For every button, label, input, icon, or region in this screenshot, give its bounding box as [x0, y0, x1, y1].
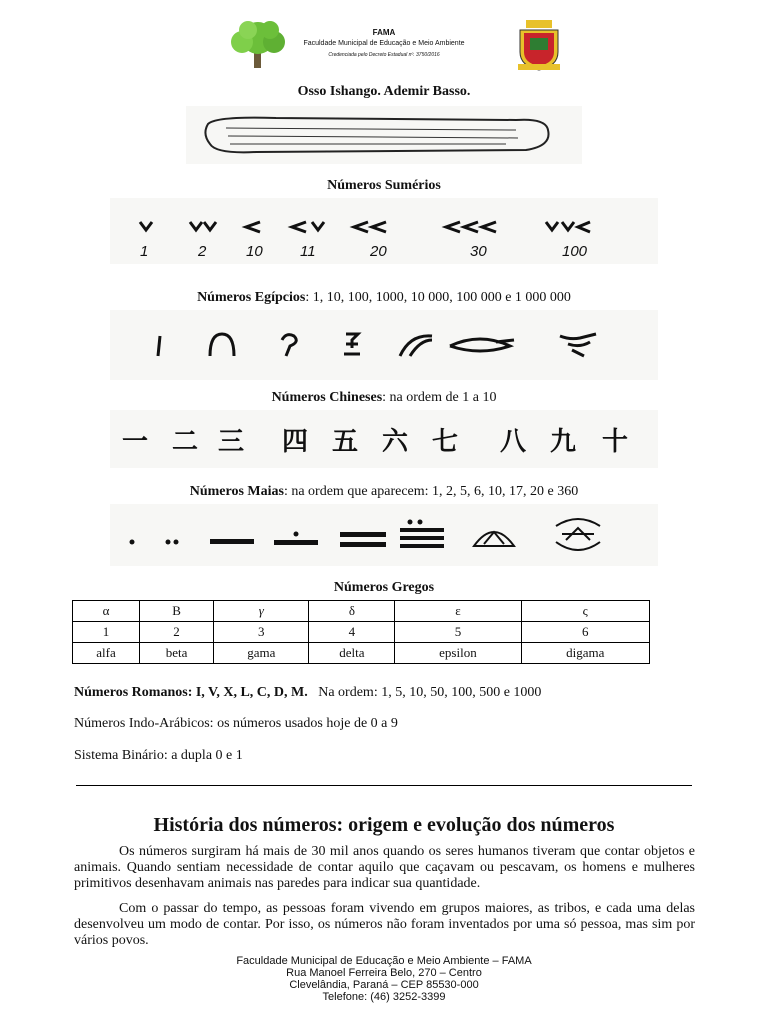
header-title: FAMA	[372, 28, 396, 37]
footer-line-2: Rua Manoel Ferreira Belo, 270 – Centro	[286, 967, 482, 979]
chinese-title: Números Chineses	[271, 390, 383, 405]
sumerian-label: 11	[300, 243, 316, 260]
greek-name: epsilon	[395, 643, 521, 664]
greek-name: delta	[309, 643, 395, 664]
greek-name: beta	[140, 643, 214, 664]
chinese-glyph: 十	[602, 427, 629, 457]
egyptian-title: Números Egípcios	[197, 290, 306, 305]
greek-symbol: δ	[309, 601, 395, 622]
ishango-bone-image	[186, 106, 582, 164]
sumerian-label: 10	[246, 243, 263, 260]
greek-symbol: α	[73, 601, 140, 622]
chinese-glyph: 七	[432, 427, 459, 457]
chinese-glyph: 二	[172, 427, 199, 457]
indo-arabic-line: Números Indo-Arábicos: os números usados hoje de 0 a 9	[74, 716, 398, 731]
header-subtitle: Faculdade Municipal de Educação e Meio Ambiente	[303, 40, 465, 47]
greek-value: 4	[309, 622, 395, 643]
egyptian-text: : 1, 10, 100, 1000, 10 000, 100 000 e 1 000 000	[305, 290, 571, 305]
table-row	[73, 622, 650, 643]
chinese-glyph: 一	[122, 427, 149, 457]
footer-line-1: Faculdade Municipal de Educação e Meio Ambiente – FAMA	[236, 955, 532, 967]
article-paragraph-1: Os números surgiram há mais de 30 mil anos quando os seres humanos tiveram que contar objetos e animais. Quando sentiam necessidade de contar aquilo que caçavam ou pescavam, os homens e mulheres primitivos desenhavam animais nas paredes para indicar sua quantidade.	[74, 844, 695, 891]
greek-value: 5	[395, 622, 521, 643]
chinese-glyph: 九	[550, 427, 577, 457]
chinese-glyph: 三	[218, 427, 245, 457]
greek-numbers-table	[72, 600, 650, 664]
chinese-numbers-image	[110, 410, 658, 468]
mayan-caption	[0, 484, 768, 500]
sumerian-label: 20	[370, 243, 387, 260]
binary-line: Sistema Binário: a dupla 0 e 1	[74, 748, 243, 763]
egyptian-caption	[0, 290, 768, 306]
mayan-numbers-image	[110, 504, 658, 566]
table-row	[73, 601, 650, 622]
footer-line-4: Telefone: (46) 3252-3399	[322, 991, 446, 1003]
roman-order: Na ordem: 1, 5, 10, 50, 100, 500 e 1000	[318, 685, 542, 700]
ishango-title: Osso Ishango. Ademir Basso.	[297, 84, 471, 99]
divider	[76, 785, 692, 786]
greek-symbol: γ	[214, 601, 309, 622]
chinese-glyph: 四	[282, 427, 309, 457]
sumerian-label: 2	[198, 243, 207, 260]
greek-name: gama	[214, 643, 309, 664]
sumerian-label: 30	[470, 243, 487, 260]
greek-symbol: Β	[140, 601, 214, 622]
roman-label: Números Romanos: I, V, X, L, C, D, M.	[74, 685, 308, 700]
chinese-glyph: 八	[500, 427, 527, 457]
city-crest	[514, 18, 564, 72]
footer-line-3: Clevelândia, Paraná – CEP 85530-000	[289, 979, 479, 991]
greek-value: 6	[521, 622, 649, 643]
sumerian-label: 100	[562, 243, 588, 260]
greek-value: 3	[214, 622, 309, 643]
greek-title: Números Gregos	[333, 580, 435, 595]
tree-logo	[218, 18, 298, 70]
roman-line	[74, 685, 541, 701]
sumerian-title: Números Sumérios	[327, 178, 441, 193]
article-paragraph-2: Com o passar do tempo, as pessoas foram vivendo em grupos maiores, as tribos, e cada uma delas desenvolveu um modo de contar. Por isso, os números não foram inventados por uma só pessoa, mas sim por vários povos.	[74, 901, 695, 948]
header-credential: Credenciada pelo Decreto Estadual nº. 3750/2016	[328, 52, 440, 58]
sumerian-label: 1	[140, 243, 149, 260]
sumerian-numbers-image	[110, 198, 658, 264]
egyptian-numbers-image	[110, 310, 658, 380]
chinese-glyph: 六	[382, 427, 409, 457]
greek-name: digama	[521, 643, 649, 664]
greek-symbol: ε	[395, 601, 521, 622]
chinese-glyph: 五	[332, 427, 359, 457]
article-title: História dos números: origem e evolução dos números	[153, 814, 615, 836]
mayan-title: Números Maias	[189, 484, 284, 499]
chinese-caption	[0, 390, 768, 406]
mayan-text: : na ordem que aparecem: 1, 2, 5, 6, 10, 17, 20 e 360	[283, 484, 579, 499]
greek-symbol: ς	[521, 601, 649, 622]
greek-value: 1	[73, 622, 140, 643]
chinese-text: : na ordem de 1 a 10	[382, 390, 497, 405]
table-row	[73, 643, 650, 664]
greek-value: 2	[140, 622, 214, 643]
greek-name: alfa	[73, 643, 140, 664]
